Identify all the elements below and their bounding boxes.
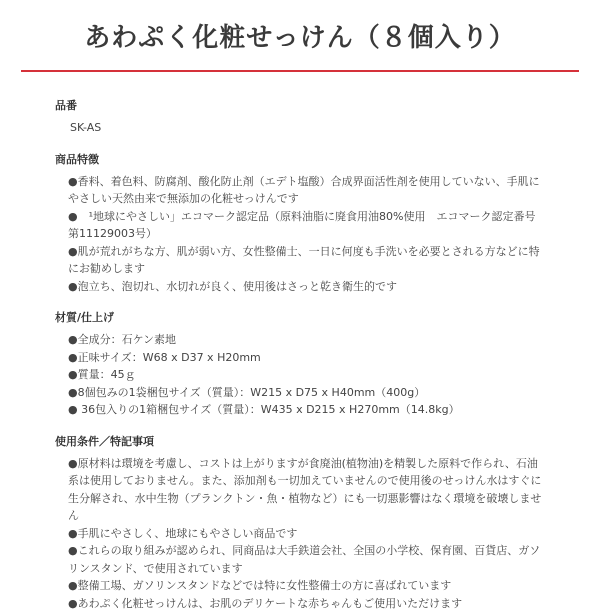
list-item: ●香料、着色料、防腐剤、酸化防止剤（エデト塩酸）合成界面活性剤を使用していない、手肌にやさしい天然由来で無添加の化粧せっけんです bbox=[68, 173, 545, 208]
section-usage-notes bbox=[55, 435, 545, 612]
list-item: ●泡立ち、泡切れ、水切れが良く、使用後はさっと乾き衛生的です bbox=[68, 278, 545, 296]
title-divider bbox=[21, 70, 579, 72]
list-item: ● 36包入りの1箱梱包サイズ（質量）：W435 x D215 x H270mm（14.8kg） bbox=[68, 401, 545, 419]
section-body bbox=[55, 455, 545, 612]
list-item: ●質量：45ｇ bbox=[68, 366, 545, 384]
list-item: ●手肌にやさしく、地球にもやさしい商品です bbox=[68, 525, 545, 543]
list-item: ●8個包みの1袋梱包サイズ（質量）：W215 x D75 x H40mm（400g） bbox=[68, 384, 545, 402]
list-item: ●あわぷく化粧せっけんは、お肌のデリケートな赤ちゃんもご使用いただけます bbox=[68, 595, 545, 612]
section-heading: 使用条件／特記事項 bbox=[55, 435, 545, 449]
list-item: ●全成分：石ケン素地 bbox=[68, 331, 545, 349]
section-body bbox=[55, 331, 545, 419]
section-product-number bbox=[55, 99, 545, 137]
section-heading: 商品特徴 bbox=[55, 153, 545, 167]
list-item: ●正味サイズ：W68 x D37 x H20mm bbox=[68, 349, 545, 367]
list-item: ●肌が荒れがちな方、肌が弱い方、女性整備士、一日に何度も手洗いを必要とされる方などに特にお勧めします bbox=[68, 243, 545, 278]
list-item: ●これらの取り組みが認められ、同商品は大手鉄道会社、全国の小学校、保育園、百貨店、ガソリンスタンド、で使用されています bbox=[68, 542, 545, 577]
section-body bbox=[55, 119, 545, 137]
list-item: ●整備工場、ガソリンスタンドなどでは特に女性整備士の方に喜ばれています bbox=[68, 577, 545, 595]
product-number-value: SK-AS bbox=[68, 119, 545, 137]
product-details bbox=[0, 99, 545, 612]
list-item: ● ¹地球にやさしい」エコマーク認定品（原料油脂に廃食用油80%使用 エコマーク認定番号第11129003号） bbox=[68, 208, 545, 243]
section-heading: 品番 bbox=[55, 99, 545, 113]
section-features bbox=[55, 153, 545, 296]
page-title: あわぷく化粧せっけん（８個入り） bbox=[0, 0, 600, 56]
section-body bbox=[55, 173, 545, 296]
list-item: ●原材料は環境を考慮し、コストは上がりますが食廃油(植物油)を精製した原料で作られ、石油系は使用しておりません。また、添加剤も一切加えていませんので使用後のせっけん水はすぐに生分解され、水中生物（プランクトン・魚・植物など）にも一切悪影響はなく環境を破壊しません bbox=[68, 455, 545, 525]
section-materials bbox=[55, 311, 545, 419]
section-heading: 材質/仕上げ bbox=[55, 311, 545, 325]
